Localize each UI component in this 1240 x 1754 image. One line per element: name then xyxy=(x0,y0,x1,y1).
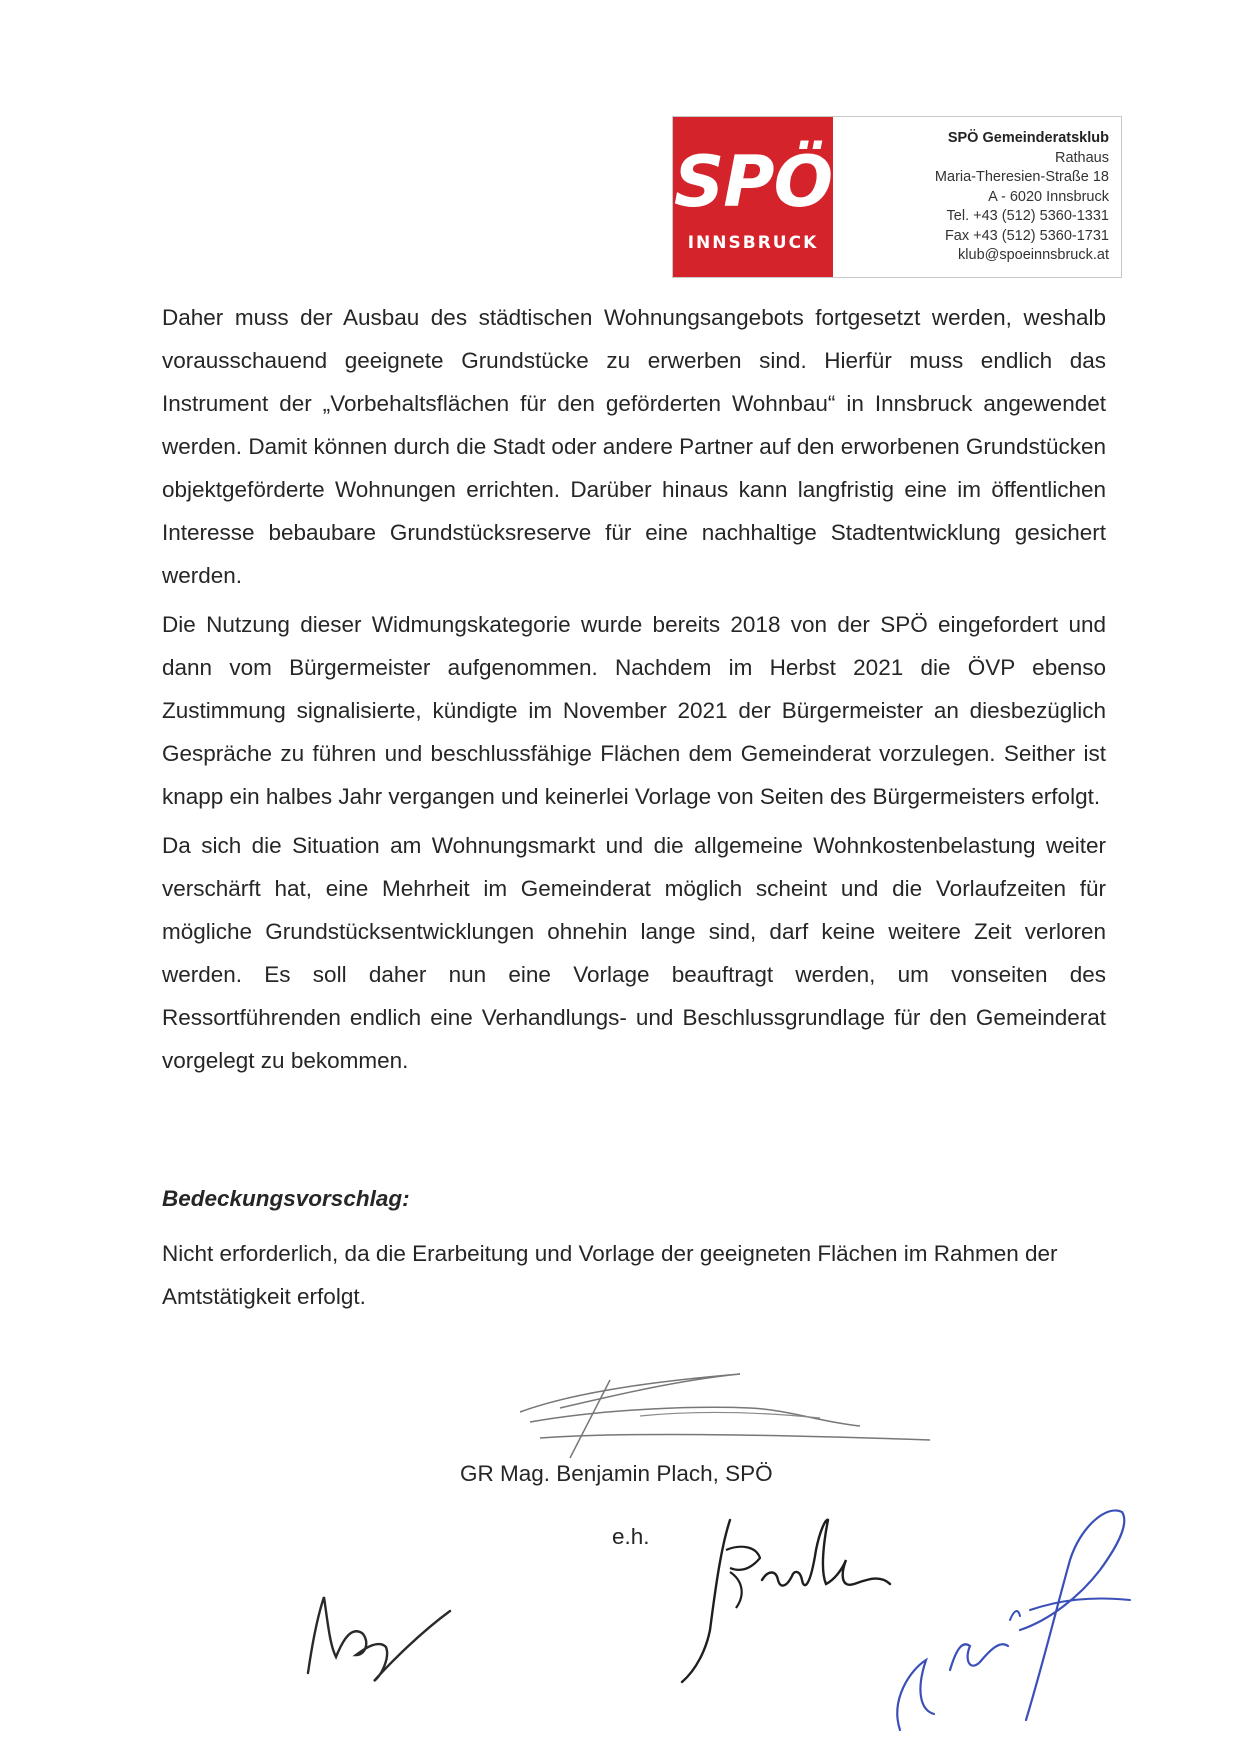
coverage-text: Nicht erforderlich, da die Erarbeitung und Vorlage der geeigneten Flächen im Rahmen der Amtstätigkeit erfolgt. xyxy=(162,1241,1058,1309)
coverage-heading: Bedeckungsvorschlag: xyxy=(162,1186,410,1211)
handwritten-signature-left xyxy=(290,1585,460,1685)
logo-text: SPÖ xyxy=(673,141,833,223)
address-line: A - 6020 Innsbruck xyxy=(988,188,1109,205)
address-line: Maria-Theresien-Straße 18 xyxy=(934,169,1109,185)
handwritten-signature-right xyxy=(830,1500,1150,1740)
letterhead xyxy=(672,116,1122,278)
logo-subtext: INNSBRUCK xyxy=(687,233,819,253)
eh-note: e.h. xyxy=(612,1524,650,1549)
paragraph: Da sich die Situation am Wohnungsmarkt und die allgemeine Wohnkostenbelastung weiter verschärft hat, eine Mehrheit im Gemeinderat möglich scheint und die Vorlaufzeiten für mögliche Grundstücksentwicklungen ohnehin lange sind, darf keine weitere Zeit verloren werden. Es soll daher nun eine Vorlage beauftragt werden, um vonseiten des Ressortführenden endlich eine Verhandlungs- und Beschlussgrundlage für den Gemeinderat vorgelegt zu bekommen. xyxy=(162,833,1106,1073)
email-line: klub@spoeinnsbruck.at xyxy=(958,247,1109,263)
organization-name: SPÖ Gemeinderatsklub xyxy=(947,130,1109,146)
contact-block xyxy=(833,117,1121,277)
signature-scribble xyxy=(500,1350,940,1460)
fax-line: Fax +43 (512) 5360-1731 xyxy=(944,227,1109,244)
paragraph: Die Nutzung dieser Widmungskategorie wurde bereits 2018 von der SPÖ eingefordert und dann vom Bürgermeister aufgenommen. Nachdem im Herbst 2021 die ÖVP ebenso Zustimmung signalisierte, kündigte im November 2021 der Bürgermeister an diesbezüglich Gespräche zu führen und beschlussfähige Flächen dem Gemeinderat vorzulegen. Seither ist knapp ein halbes Jahr vergangen und keinerlei Vorlage von Seiten des Bürgermeisters erfolgt. xyxy=(162,612,1106,809)
signatory-name: GR Mag. Benjamin Plach, SPÖ xyxy=(460,1461,773,1486)
address-line: Rathaus xyxy=(1054,149,1109,166)
body-text xyxy=(162,296,1106,1088)
phone-line: Tel. +43 (512) 5360-1331 xyxy=(946,208,1109,224)
paragraph: Daher muss der Ausbau des städtischen Wohnungsangebots fortgesetzt werden, weshalb vorausschauend geeignete Grundstücke zu erwerben sind. Hierfür muss endlich das Instrument der „Vorbehaltsflächen für den geförderten Wohnbau“ in Innsbruck angewendet werden. Damit können durch die Stadt oder andere Partner auf den erworbenen Grundstücken objektgeförderte Wohnungen errichten. Darüber hinaus kann langfristig eine im öffentlichen Interesse bebaubare Grundstücksreserve für eine nachhaltige Stadtentwicklung gesichert werden. xyxy=(162,305,1106,588)
spoe-logo xyxy=(673,117,833,277)
